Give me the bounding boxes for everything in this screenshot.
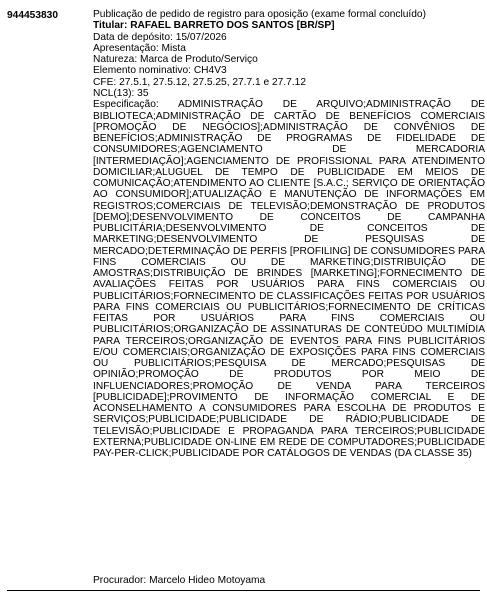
filing-date-value: 15/07/2026 — [175, 31, 227, 43]
presentation-label: Apresentação: — [93, 42, 159, 54]
nature-value: Marca de Produto/Serviço — [140, 54, 258, 66]
cfe-value: 27.5.1, 27.5.12, 27.5.25, 27.7.1 e 27.7.12 — [119, 76, 306, 88]
ncl-value: 35 — [137, 88, 149, 100]
attorney-label: Procurador: — [93, 575, 147, 586]
cfe-label: CFE: — [93, 76, 117, 88]
specification-block — [93, 99, 485, 459]
nature-line — [93, 54, 485, 65]
attorney-name: Marcelo Hideo Motoyama — [149, 575, 266, 586]
nature-label: Natureza: — [93, 54, 138, 66]
presentation-line — [93, 43, 485, 54]
record-divider — [7, 590, 480, 591]
attorney-line — [93, 575, 265, 587]
ncl-line — [93, 88, 485, 99]
nominative-element-value: CH4V3 — [193, 65, 227, 77]
holder-line — [93, 20, 485, 31]
record-details — [93, 9, 485, 459]
ncl-label: NCL(13): — [93, 88, 135, 100]
nominative-element-label: Elemento nominativo: — [93, 65, 191, 77]
holder-label: Titular: — [93, 20, 128, 32]
process-number: 944453830 — [7, 10, 58, 21]
specification-text: ADMINISTRAÇÃO DE ARQUIVO;ADMINISTRAÇÃO DE BIBLIOTECA;ADMINISTRAÇÃO DE CARTÃO DE BENEFÍCIOS COMERCIAIS [PROMOÇÃO DE NEGÓCIOS];ADMINISTRAÇÃO DE CONVÊNIOS DE BENEFÍCIOS;ADMINISTRAÇÃO DE PROGRAMAS DE FIDELIDADE DE CONSUMIDORES;AGENCIAMENTO DE MERCADORIA [INTERMEDIAÇÃO];AGENCIAMENTO DE PROFISSIONAL PARA ATENDIMENTO DOMICILIAR;ALUGUEL DE TEMPO DE PUBLICIDADE EM MEIOS DE COMUNICAÇÃO;ATENDIMENTO AO CLIENTE [S.A.C.; SERVIÇO DE ORIENTAÇÃO AO CONSUMIDOR];ATUALIZAÇÃO E MANUTENÇÃO DE INFORMAÇÕES EM REGISTROS;COMERCIAIS DE TELEVISÃO;DEMONSTRAÇÃO DE PRODUTOS [DEMO];DESENVOLVIMENTO DE CONCEITOS DE CAMPANHA PUBLICITÁRIA;DESENVOLVIMENTO DE CONCEITOS DE MARKETING;DESENVOLVIMENTO DE PESQUISAS DE MERCADO;DETERMINAÇÃO DE PERFIS [PROFILING] DE CONSUMIDORES PARA FINS COMERCIAIS OU DE MARKETING;DISTRIBUIÇÃO DE AMOSTRAS;DISTRIBUIÇÃO DE BRINDES [MARKETING];FORNECIMENTO DE AVALIAÇÕES FEITAS POR USUÁRIOS PARA FINS COMERCIAIS OU PUBLICITÁRIOS;FORNECIMENTO DE CLASSIFICAÇÕES FEITAS POR USUÁRIOS PARA FINS COMERCIAIS OU PUBLICITÁRIOS;FORNECIMENTO DE CRÍTICAS FEITAS POR USUÁRIOS PARA FINS COMERCIAIS OU PUBLICITÁRIOS;ORGANIZAÇÃO DE ASSINATURAS DE CONTEÚDO MULTIMÍDIA PARA TERCEIROS;ORGANIZAÇÃO DE EVENTOS PARA FINS PUBLICITÁRIOS E/OU COMERCIAIS;ORGANIZAÇÃO DE EXPOSIÇÕES PARA FINS COMERCIAIS OU PUBLICITÁRIOS;PESQUISA DE MERCADO;PESQUISAS DE OPINIÃO;PROMOÇÃO DE PRODUTOS POR MEIO DE INFLUENCIADORES;PROMOÇÃO DE VENDA PARA TERCEIROS [PUBLICIDADE];PROVIMENTO DE INFORMAÇÃO COMERCIAL E DE ACONSELHAMENTO A CONSUMIDORES PARA ESCOLHA DE PRODUTOS E SERVIÇOS;PUBLICIDADE;PUBLICIDADE DE RÁDIO;PUBLICIDADE DE TELEVISÃO;PUBLICIDADE E PROPAGANDA PARA TERCEIROS;PUBLICIDADE EXTERNA;PUBLICIDADE ON-LINE EM REDE DE COMPUTADORES;PUBLICIDADE PAY-PER-CLICK;PUBLICIDADE POR CATÁLOGOS DE VENDAS (DA CLASSE 35) — [93, 99, 485, 460]
cfe-line — [93, 77, 485, 88]
holder-name: RAFAEL BARRETO DOS SANTOS [BR/SP] — [130, 20, 335, 32]
filing-date-line — [93, 32, 485, 43]
dispatch-description: Publicação de pedido de registro para oposição (exame formal concluído) — [93, 9, 426, 20]
filing-date-label: Data de depósito: — [93, 31, 173, 43]
presentation-value: Mista — [161, 42, 186, 54]
nominative-element-line — [93, 65, 485, 76]
specification-label: Especificação: — [93, 99, 159, 111]
